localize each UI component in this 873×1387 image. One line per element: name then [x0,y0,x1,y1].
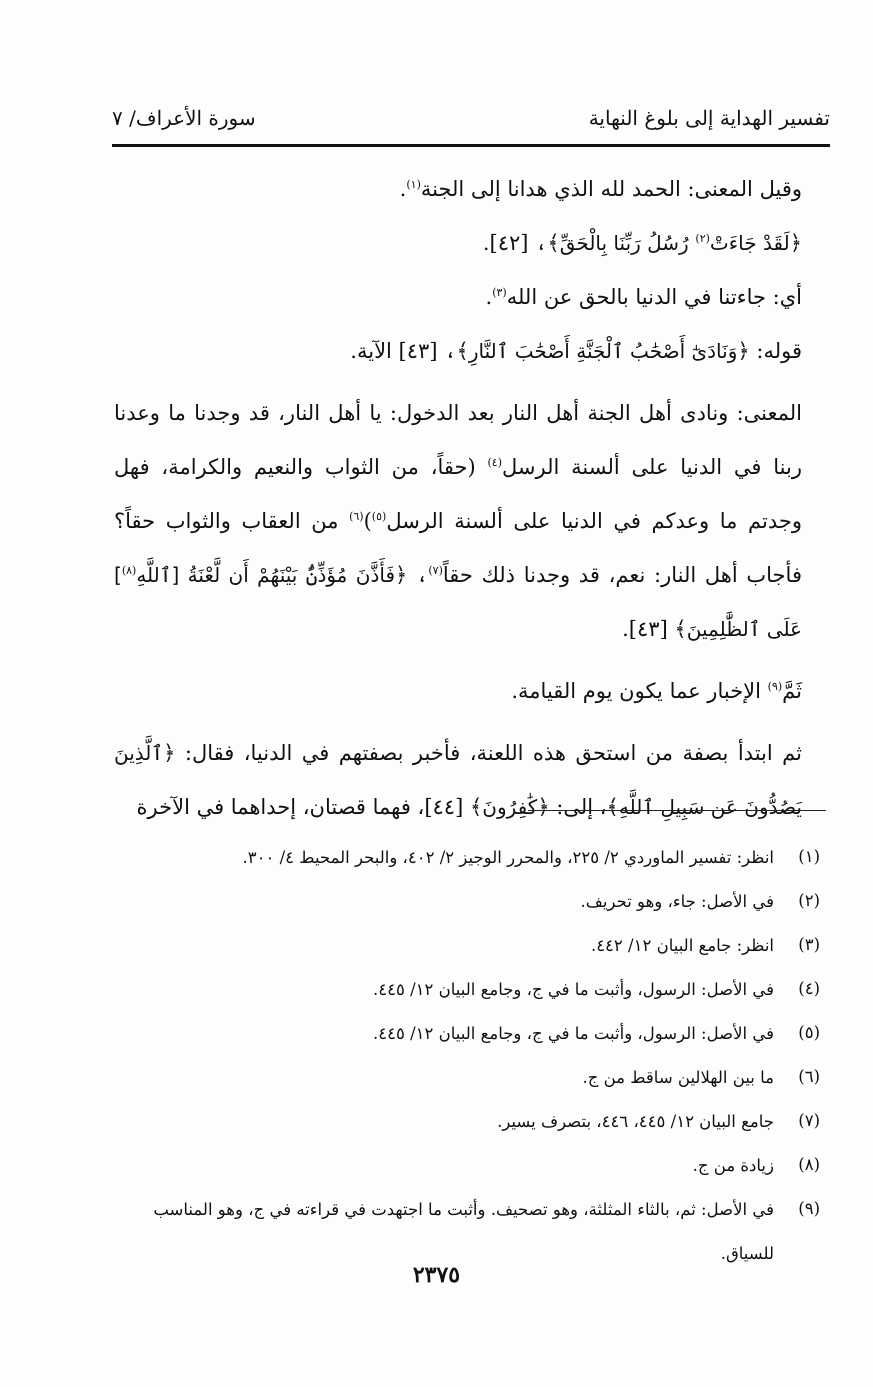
paragraph-meaning: المعنى: ونادى أهل الجنة أهل النار بعد الدخول: يا أهل النار، قد وجدنا ما وعدنا ربنا في الدنيا على ألسنة الرسل$^{(٤)}$ (حقاً، من الثواب والنعيم والكرامة، فهل وجدتم ما وعدكم في الدنيا على ألسنة الرسل$^{(٥)}$)$^{(٦)}$ من العقاب والثواب حقاً؟ فأجاب أهل النار: نعم، قد وجدنا ذلك حقاً$^{(٧)}$، ﴿فَأَذَّنَ مُؤَذِّنٌۢ بَيْنَهُمْ أَن لَّعْنَةُ [ٱللَّهِ$^{(٨)}$] عَلَى ٱلظَّٰلِمِينَ﴾ [٤٣]. [114,401,802,641]
footnote-ref-8: (٨) [121,564,137,577]
footnote-ref-2: (٢) [695,232,710,245]
footnote-text: في الأصل: ثم، بالثاء المثلثة، وهو تصحيف. وأثبت ما اجتهدت في قراءته في ج، وهو المناسب للسياق. [153,1200,774,1263]
footnote-number: (٨) [798,1155,820,1174]
footnote-ref-3: (٣) [492,286,507,299]
footnote-ref-5: (٥) [371,510,387,523]
footnote-ref-9: (٩) [767,680,783,693]
footnote-text: زيادة من ج. [692,1156,774,1175]
footnote-number: (٧) [798,1111,820,1130]
footnote-item [114,836,828,880]
footnote-ref-4: (٤) [487,456,503,469]
footnote-item [114,924,828,968]
paragraph-3: أي: جاءتنا في الدنيا بالحق عن الله$^{(٣)}$. [485,285,802,309]
paragraph-1: وقيل المعنى: الحمد لله الذي هدانا إلى الجنة$^{(١)}$. [399,177,802,201]
footnote-item [114,1100,828,1144]
paragraph-6: ثَمَّ$^{(٩)}$ الإخبار عما يكون يوم القيامة. [511,679,802,703]
footnote-ref-6: (٦) [349,510,364,523]
footnote-text: في الأصل: جاء، وهو تحريف. [580,892,774,911]
footnote-text: انظر: جامع البيان ١٢/ ٤٤٢. [590,936,774,955]
quran-verse-42: ﴿لَقَدْ جَاءَتْ$^{(٢)}$ رُسُلُ رَبِّنَا بِالْحَقِّ﴾، [٤٢]. [482,231,802,255]
footnote-separator [528,810,826,811]
footnote-number: (٥) [798,1023,820,1042]
footnote-number: (٣) [798,935,820,954]
footnote-number: (١) [798,847,820,866]
book-title: تفسير الهداية إلى بلوغ النهاية [588,106,830,130]
footnote-text: انظر: تفسير الماوردي ٢/ ٢٢٥، والمحرر الوجيز ٢/ ٤٠٢، والبحر المحيط ٤/ ٣٠٠. [242,848,774,867]
footnote-text: في الأصل: الرسول، وأثبت ما في ج، وجامع البيان ١٢/ ٤٤٥. [372,1024,774,1043]
footnote-item [114,968,828,1012]
header-rule [112,144,830,147]
footnote-item [114,1012,828,1056]
footnote-number: (٤) [798,979,820,998]
footnote-text: في الأصل: الرسول، وأثبت ما في ج، وجامع البيان ١٢/ ٤٤٥. [372,980,774,999]
footnote-number: (٩) [798,1199,820,1218]
footnote-text: جامع البيان ١٢/ ٤٤٥، ٤٤٦، بتصرف يسير. [497,1112,774,1131]
footnote-ref-7: (٧) [428,564,443,577]
paragraph-7: ثم ابتدأ بصفة من استحق هذه اللعنة، فأخبر بصفتهم في الدنيا، فقال: ﴿ٱلَّذِينَ يَصُدُّونَ عَن سَبِيلِ ٱللَّهِ﴾، إلى: ﴿كَٰفِرُونَ﴾ [٤٤]، فهما قصتان، إحداهما في الآخرة [114,741,802,819]
quran-verse-43: قوله: ﴿وَنَادَىٰٓ أَصْحَٰبُ ٱلْجَنَّةِ أَصْحَٰبَ ٱلنَّارِ﴾، [٤٣] الآية. [350,339,802,363]
footnote-ref-1: (١) [406,178,421,191]
main-text [114,162,826,834]
page-number: ٢٣٧٥ [412,1262,461,1288]
footnote-text: ما بين الهلالين ساقط من ج. [582,1068,774,1087]
footnotes [114,836,828,1276]
running-header [112,100,830,146]
sura-label: سورة الأعراف/ ٧ [112,106,256,130]
footnote-number: (٢) [798,891,820,910]
footnote-item [114,1144,828,1188]
footnote-number: (٦) [798,1067,820,1086]
footnote-item [114,1056,828,1100]
footnote-item [114,880,828,924]
